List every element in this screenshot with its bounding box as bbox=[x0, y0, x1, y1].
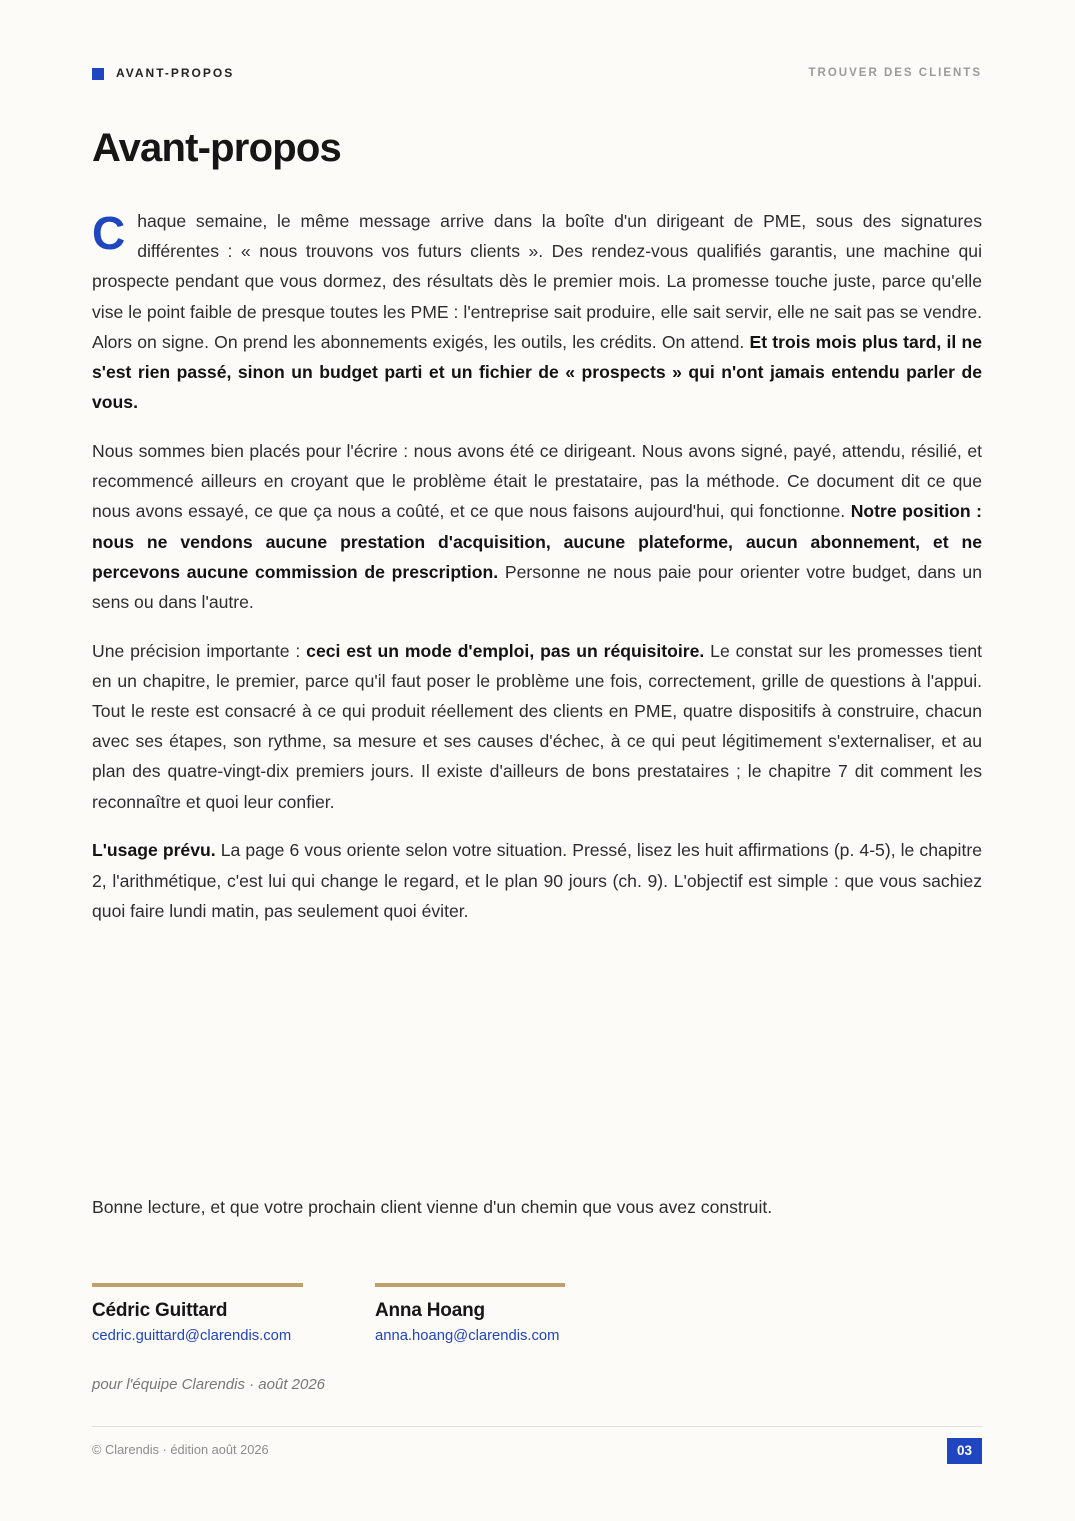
foreword-body bbox=[92, 206, 982, 944]
page-number-badge: 03 bbox=[947, 1438, 982, 1464]
document-label: TROUVER DES CLIENTS bbox=[808, 67, 982, 79]
paragraph-3 bbox=[92, 636, 982, 817]
signature-email-link[interactable]: cedric.guittard@clarendis.com bbox=[92, 1328, 292, 1344]
signature-name: Cédric Guittard bbox=[92, 1300, 228, 1321]
closing-line: Bonne lecture, et que votre prochain client vienne d'un chemin que vous avez construit. bbox=[92, 1197, 773, 1217]
signature-name: Anna Hoang bbox=[375, 1300, 485, 1321]
signature-block bbox=[92, 1283, 303, 1344]
paragraph-1-emphasis: Et trois mois plus tard, il ne s'est rien passé, sinon un budget parti et un fichier de « prospects » qui n'ont jamais entendu parler de vous. bbox=[92, 331, 982, 413]
sign-off: pour l'équipe Clarendis · août 2026 bbox=[92, 1376, 326, 1393]
paragraph-2-text: Nous sommes bien placés pour l'écrire : nous avons été ce dirigeant. Nous avons signé, payé, attendu, résilié, et recommencé ailleurs en croyant que le problème était le prestataire, pas la méthode. Ce document dit ce que nous avons essayé, ce que ça nous a coûté, et ce que nous faisons aujourd'hui, qui fonctionne. bbox=[92, 440, 982, 522]
signature-rule bbox=[92, 1283, 303, 1287]
running-header bbox=[92, 66, 982, 82]
paragraph-2-tail: Personne ne nous paie pour orienter votre budget, dans un sens ou dans l'autre. bbox=[92, 561, 982, 612]
paragraph-2 bbox=[92, 436, 982, 617]
paragraph-3-tail: Le constat sur les promesses tient en un chapitre, le premier, parce qu'il faut poser le problème une fois, correctement, grille de questions à l'appui. Tout le reste est consacré à ce qui produit réellement des clients en PME, quatre dispositifs à construire, chacun avec ses étapes, son rythme, sa mesure et ses causes d'échec, à ce qui peut légitimement s'externaliser, et au plan des quatre-vingt-dix premiers jours. Il existe d'ailleurs de bons prestataires ; le chapitre 7 dit comment les reconnaître et quoi leur confier. bbox=[92, 640, 983, 812]
section-marker-square bbox=[92, 68, 104, 80]
paragraph-3-emphasis: ceci est un mode d'emploi, pas un réquisitoire. bbox=[306, 640, 705, 661]
drop-cap: C bbox=[92, 207, 126, 259]
paragraph-4-emphasis: L'usage prévu. bbox=[92, 840, 216, 861]
signature-block bbox=[375, 1283, 565, 1344]
signature-rule bbox=[375, 1283, 565, 1287]
paragraph-4 bbox=[92, 835, 982, 926]
paragraph-1 bbox=[92, 206, 982, 417]
footer-copyright: © Clarendis · édition août 2026 bbox=[92, 1442, 269, 1457]
signature-email-link[interactable]: anna.hoang@clarendis.com bbox=[375, 1328, 560, 1344]
paragraph-3-lead: Une précision importante : bbox=[92, 640, 307, 661]
paragraph-2-emphasis: Notre position : nous ne vendons aucune prestation d'acquisition, aucune plateforme, aucun abonnement, et ne percevons aucune commission de prescription. bbox=[92, 501, 982, 582]
section-label: AVANT-PROPOS bbox=[116, 66, 235, 80]
page-title: Avant-propos bbox=[92, 126, 341, 170]
paragraph-4-tail: La page 6 vous oriente selon votre situation. Pressé, lisez les huit affirmations (p. 4-5), le chapitre 2, l'arithmétique, c'est lui qui change le regard, et le plan 90 jours (ch. 9). L'objectif est simple : que vous sachiez quoi faire lundi matin, pas seulement quoi éviter. bbox=[92, 840, 982, 921]
paragraph-1-text: haque semaine, le même message arrive dans la boîte d'un dirigeant de PME, sous des signatures différentes : « nous trouvons vos futurs clients ». Des rendez-vous qualifiés garantis, une machine qui prospecte pendant que vous dormez, des résultats dès le premier mois. La promesse touche juste, parce qu'elle vise le point faible de presque toutes les PME : l'entreprise sait produire, elle sait servir, elle ne sait pas se vendre. Alors on signe. On prend les abonnements exigés, les outils, les crédits. On attend. bbox=[92, 211, 982, 352]
document-page bbox=[92, 0, 982, 1521]
footer-divider bbox=[92, 1426, 982, 1427]
